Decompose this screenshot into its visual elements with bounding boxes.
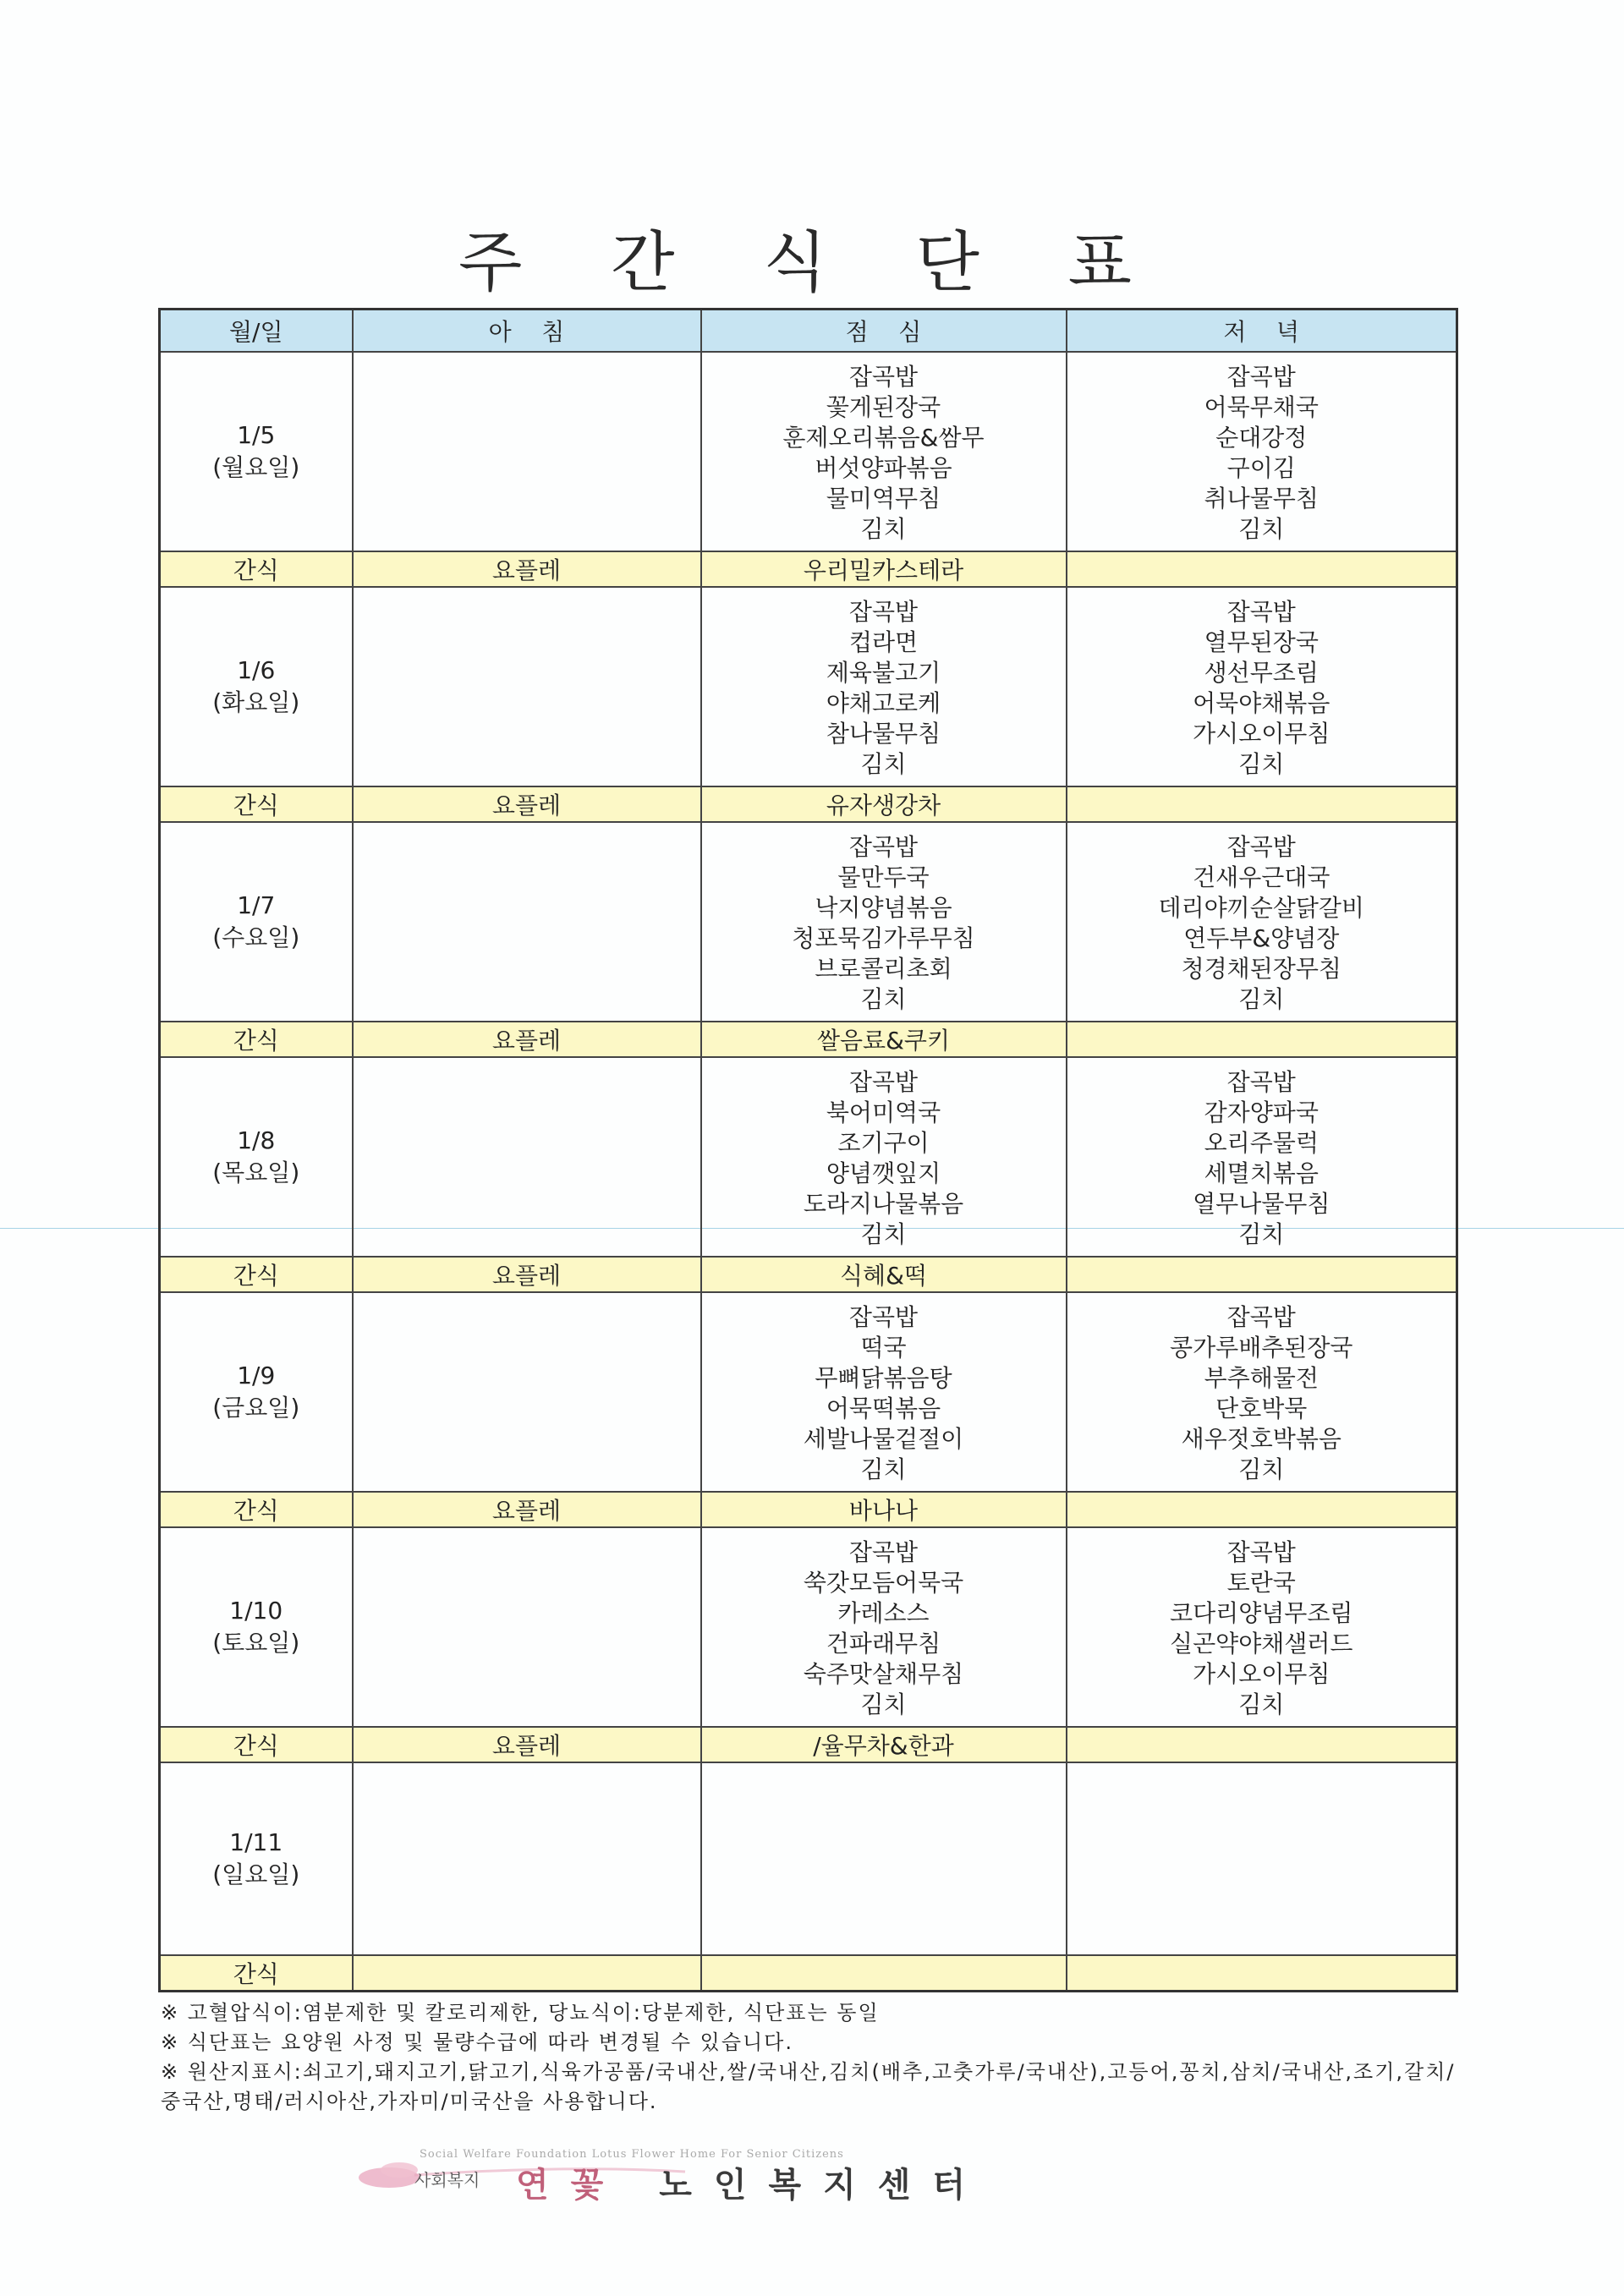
snack-row: [160, 786, 1457, 822]
snack-breakfast: [353, 1955, 701, 1992]
footer-center-name-rest: 노인복지센터: [659, 2165, 988, 2205]
dinner-cell: [1067, 587, 1457, 786]
snack-breakfast: 요플레: [353, 786, 701, 822]
dish-item: 어묵떡볶음: [826, 1395, 941, 1422]
dish-item: 김치: [1238, 1690, 1285, 1718]
dish-item: 제육불고기: [826, 659, 941, 687]
weekly-menu-table: [158, 308, 1458, 1992]
snack-breakfast: 요플레: [353, 1022, 701, 1057]
lunch-cell: [701, 352, 1067, 551]
dinner-cell: [1067, 822, 1457, 1022]
day-weekday: (수요일): [212, 923, 300, 951]
dish-item: 청경채된장무침: [1181, 955, 1341, 983]
dish-item: 참나물무침: [826, 720, 941, 748]
page-title: 주 간 식 단 표: [458, 225, 1166, 301]
snack-label: 간식: [160, 1955, 353, 1992]
dish-item: 김치: [860, 1220, 907, 1248]
day-row: [160, 1762, 1457, 1955]
dish-item: 김치: [860, 985, 907, 1013]
snack-row: [160, 551, 1457, 587]
dish-item: 숙주맛살채무침: [803, 1660, 964, 1688]
header-dinner: 저 녁: [1067, 310, 1457, 353]
dinner-cell: [1067, 1292, 1457, 1492]
snack-breakfast: 요플레: [353, 551, 701, 587]
dish-item: 열무된장국: [1204, 628, 1319, 656]
menu-body: [160, 352, 1457, 1992]
lunch-cell: [701, 1057, 1067, 1257]
dish-item: 어묵야채볶음: [1193, 689, 1330, 717]
dinner-cell: [1067, 1057, 1457, 1257]
dish-item: 김치: [1238, 985, 1285, 1013]
snack-label: 간식: [160, 551, 353, 587]
dish-item: 김치: [1238, 1455, 1285, 1483]
day-date: 1/8: [237, 1126, 276, 1154]
dish-item: 단호박묵: [1215, 1395, 1308, 1422]
dish-item: 건파래무침: [826, 1630, 941, 1658]
day-date: 1/9: [237, 1362, 276, 1389]
header-date: 월/일: [160, 310, 353, 353]
snack-lunch: 쌀음료&쿠키: [701, 1022, 1067, 1057]
dish-item: 건새우근대국: [1193, 863, 1330, 891]
dish-item: 김치: [1238, 750, 1285, 778]
dish-item: 컵라면: [848, 628, 919, 656]
day-date-cell: [160, 1527, 353, 1727]
day-weekday: (목요일): [212, 1159, 300, 1186]
dish-item: 잡곡밥: [1226, 363, 1296, 391]
breakfast-cell: [353, 1057, 701, 1257]
day-date-cell: [160, 822, 353, 1022]
notes: [161, 1998, 1468, 2117]
dish-item: 잡곡밥: [1226, 1303, 1296, 1331]
snack-breakfast: 요플레: [353, 1257, 701, 1292]
footer-english-line: Social Welfare Foundation Lotus Flower Home For Senior Citizens: [420, 2148, 844, 2161]
dish-item: 잡곡밥: [1226, 598, 1296, 626]
snack-dinner: [1067, 1257, 1457, 1292]
dish-item: 콩가루배추된장국: [1170, 1334, 1353, 1362]
snack-breakfast: 요플레: [353, 1727, 701, 1762]
dish-item: 잡곡밥: [1226, 833, 1296, 861]
dish-item: 순대강정: [1215, 424, 1308, 452]
dish-item: 야채고로케: [826, 689, 941, 717]
dish-item: 실곤약야채샐러드: [1170, 1630, 1353, 1658]
day-date-cell: [160, 587, 353, 786]
dish-item: 코다리양념무조림: [1170, 1599, 1353, 1627]
day-date-cell: [160, 1762, 353, 1955]
snack-row: [160, 1955, 1457, 1992]
day-row: [160, 1057, 1457, 1257]
snack-lunch: /율무차&한과: [701, 1727, 1067, 1762]
day-date-cell: [160, 352, 353, 551]
footer-org-type: 사회복지: [414, 2170, 480, 2190]
dish-item: 훈제오리볶음&쌈무: [782, 424, 985, 452]
dish-item: 꽃게된장국: [826, 393, 941, 421]
dish-item: 김치: [860, 1690, 907, 1718]
day-date: 1/7: [237, 891, 276, 919]
dinner-cell: [1067, 352, 1457, 551]
snack-label: 간식: [160, 1257, 353, 1292]
dish-item: 세멸치볶음: [1204, 1159, 1319, 1187]
dish-item: 구이김: [1226, 454, 1296, 482]
snack-breakfast: 요플레: [353, 1492, 701, 1527]
dish-item: 토란국: [1226, 1569, 1296, 1597]
dish-item: 버섯양파볶음: [815, 454, 952, 482]
snack-row: [160, 1727, 1457, 1762]
dish-item: 감자양파국: [1204, 1099, 1319, 1126]
snack-lunch: 우리밀카스테라: [701, 551, 1067, 587]
snack-dinner: [1067, 1727, 1457, 1762]
breakfast-cell: [353, 1527, 701, 1727]
snack-label: 간식: [160, 1492, 353, 1527]
dish-item: 어묵무채국: [1204, 393, 1319, 421]
dish-item: 김치: [860, 515, 907, 543]
header-breakfast: 아 침: [353, 310, 701, 353]
day-row: [160, 822, 1457, 1022]
day-weekday: (일요일): [212, 1860, 300, 1888]
note-origin: ※ 원산지표시:쇠고기,돼지고기,닭고기,식육가공품/국내산,쌀/국내산,김치(배추,고춧가루/국내산),고등어,꽁치,삼치/국내산,조기,갈치/중국산,명태/러시아산,가자미/미국산을 사용합니다.: [161, 2060, 1456, 2113]
day-date: 1/6: [237, 656, 276, 684]
dish-item: 청포묵김가루무침: [792, 924, 975, 952]
dish-item: 조기구이: [837, 1129, 930, 1157]
dish-item: 잡곡밥: [848, 833, 919, 861]
dish-item: 잡곡밥: [848, 1068, 919, 1096]
snack-label: 간식: [160, 1727, 353, 1762]
footer-center-name: [516, 2158, 987, 2206]
dish-item: 브로콜리초회: [815, 955, 952, 983]
dish-item: 카레소스: [837, 1599, 930, 1627]
dish-item: 가시오이무침: [1193, 1660, 1330, 1688]
lunch-cell: [701, 822, 1067, 1022]
dish-item: 열무나물무침: [1193, 1190, 1330, 1218]
dish-item: 도라지나물볶음: [803, 1190, 964, 1218]
dish-item: 물미역무침: [826, 485, 941, 512]
dish-item: 김치: [860, 1455, 907, 1483]
dish-item: 새우젓호박볶음: [1181, 1425, 1341, 1453]
dish-item: 세발나물겉절이: [803, 1425, 964, 1453]
snack-lunch: 식혜&떡: [701, 1257, 1067, 1292]
breakfast-cell: [353, 352, 701, 551]
dish-item: 북어미역국: [826, 1099, 941, 1126]
day-date: 1/5: [237, 421, 276, 449]
dish-item: 김치: [860, 750, 907, 778]
dish-item: 잡곡밥: [848, 598, 919, 626]
snack-row: [160, 1492, 1457, 1527]
lunch-cell: [701, 1527, 1067, 1727]
breakfast-cell: [353, 822, 701, 1022]
breakfast-cell: [353, 1292, 701, 1492]
dish-item: 물만두국: [837, 863, 930, 891]
dish-item: 가시오이무침: [1193, 720, 1330, 748]
snack-lunch: 유자생강차: [701, 786, 1067, 822]
dish-item: 김치: [1238, 1220, 1285, 1248]
dish-item: 낙지양념볶음: [815, 894, 952, 922]
dish-item: 데리야끼순살닭갈비: [1158, 894, 1364, 922]
lunch-cell: [701, 587, 1067, 786]
day-row: [160, 587, 1457, 786]
footer-center-name-accent: 연꽃: [516, 2165, 626, 2205]
day-weekday: (토요일): [212, 1629, 300, 1657]
snack-label: 간식: [160, 786, 353, 822]
snack-dinner: [1067, 1955, 1457, 1992]
dinner-cell: [1067, 1762, 1457, 1955]
snack-lunch: [701, 1955, 1067, 1992]
snack-dinner: [1067, 786, 1457, 822]
day-row: [160, 1292, 1457, 1492]
day-date: 1/11: [229, 1828, 283, 1856]
dish-item: 잡곡밥: [848, 363, 919, 391]
day-date-cell: [160, 1292, 353, 1492]
day-date-cell: [160, 1057, 353, 1257]
dish-item: 무뼈닭볶음탕: [815, 1364, 952, 1392]
day-weekday: (월요일): [212, 453, 300, 481]
day-date: 1/10: [229, 1597, 283, 1625]
lunch-cell: [701, 1292, 1067, 1492]
dish-item: 잡곡밥: [848, 1303, 919, 1331]
snack-label: 간식: [160, 1022, 353, 1057]
dish-item: 떡국: [860, 1334, 907, 1362]
dinner-cell: [1067, 1527, 1457, 1727]
snack-dinner: [1067, 1022, 1457, 1057]
day-weekday: (금요일): [212, 1394, 300, 1422]
day-row: [160, 352, 1457, 551]
snack-dinner: [1067, 551, 1457, 587]
header-lunch: 점 심: [701, 310, 1067, 353]
breakfast-cell: [353, 587, 701, 786]
note-diet: ※ 고혈압식이:염분제한 및 칼로리제한, 당뇨식이:당분제한, 식단표는 동일: [161, 2001, 880, 2025]
snack-lunch: 바나나: [701, 1492, 1067, 1527]
dish-item: 생선무조림: [1204, 659, 1319, 687]
snack-dinner: [1067, 1492, 1457, 1527]
dish-item: 양념깻잎지: [826, 1159, 941, 1187]
dish-item: 쑥갓모듬어묵국: [803, 1569, 964, 1597]
dish-item: 김치: [1238, 515, 1285, 543]
breakfast-cell: [353, 1762, 701, 1955]
dish-item: 잡곡밥: [848, 1538, 919, 1566]
dish-item: 취나물무침: [1204, 485, 1319, 512]
day-weekday: (화요일): [212, 688, 300, 716]
dish-item: 잡곡밥: [1226, 1068, 1296, 1096]
snack-row: [160, 1022, 1457, 1057]
dish-item: 부추해물전: [1204, 1364, 1319, 1392]
snack-row: [160, 1257, 1457, 1292]
table-header-row: [160, 310, 1457, 353]
dish-item: 오리주물럭: [1204, 1129, 1319, 1157]
day-row: [160, 1527, 1457, 1727]
note-change: ※ 식단표는 요양원 사정 및 물량수급에 따라 변경될 수 있습니다.: [161, 2030, 793, 2054]
dish-item: 잡곡밥: [1226, 1538, 1296, 1566]
dish-item: 연두부&양념장: [1183, 924, 1340, 952]
lunch-cell: [701, 1762, 1067, 1955]
